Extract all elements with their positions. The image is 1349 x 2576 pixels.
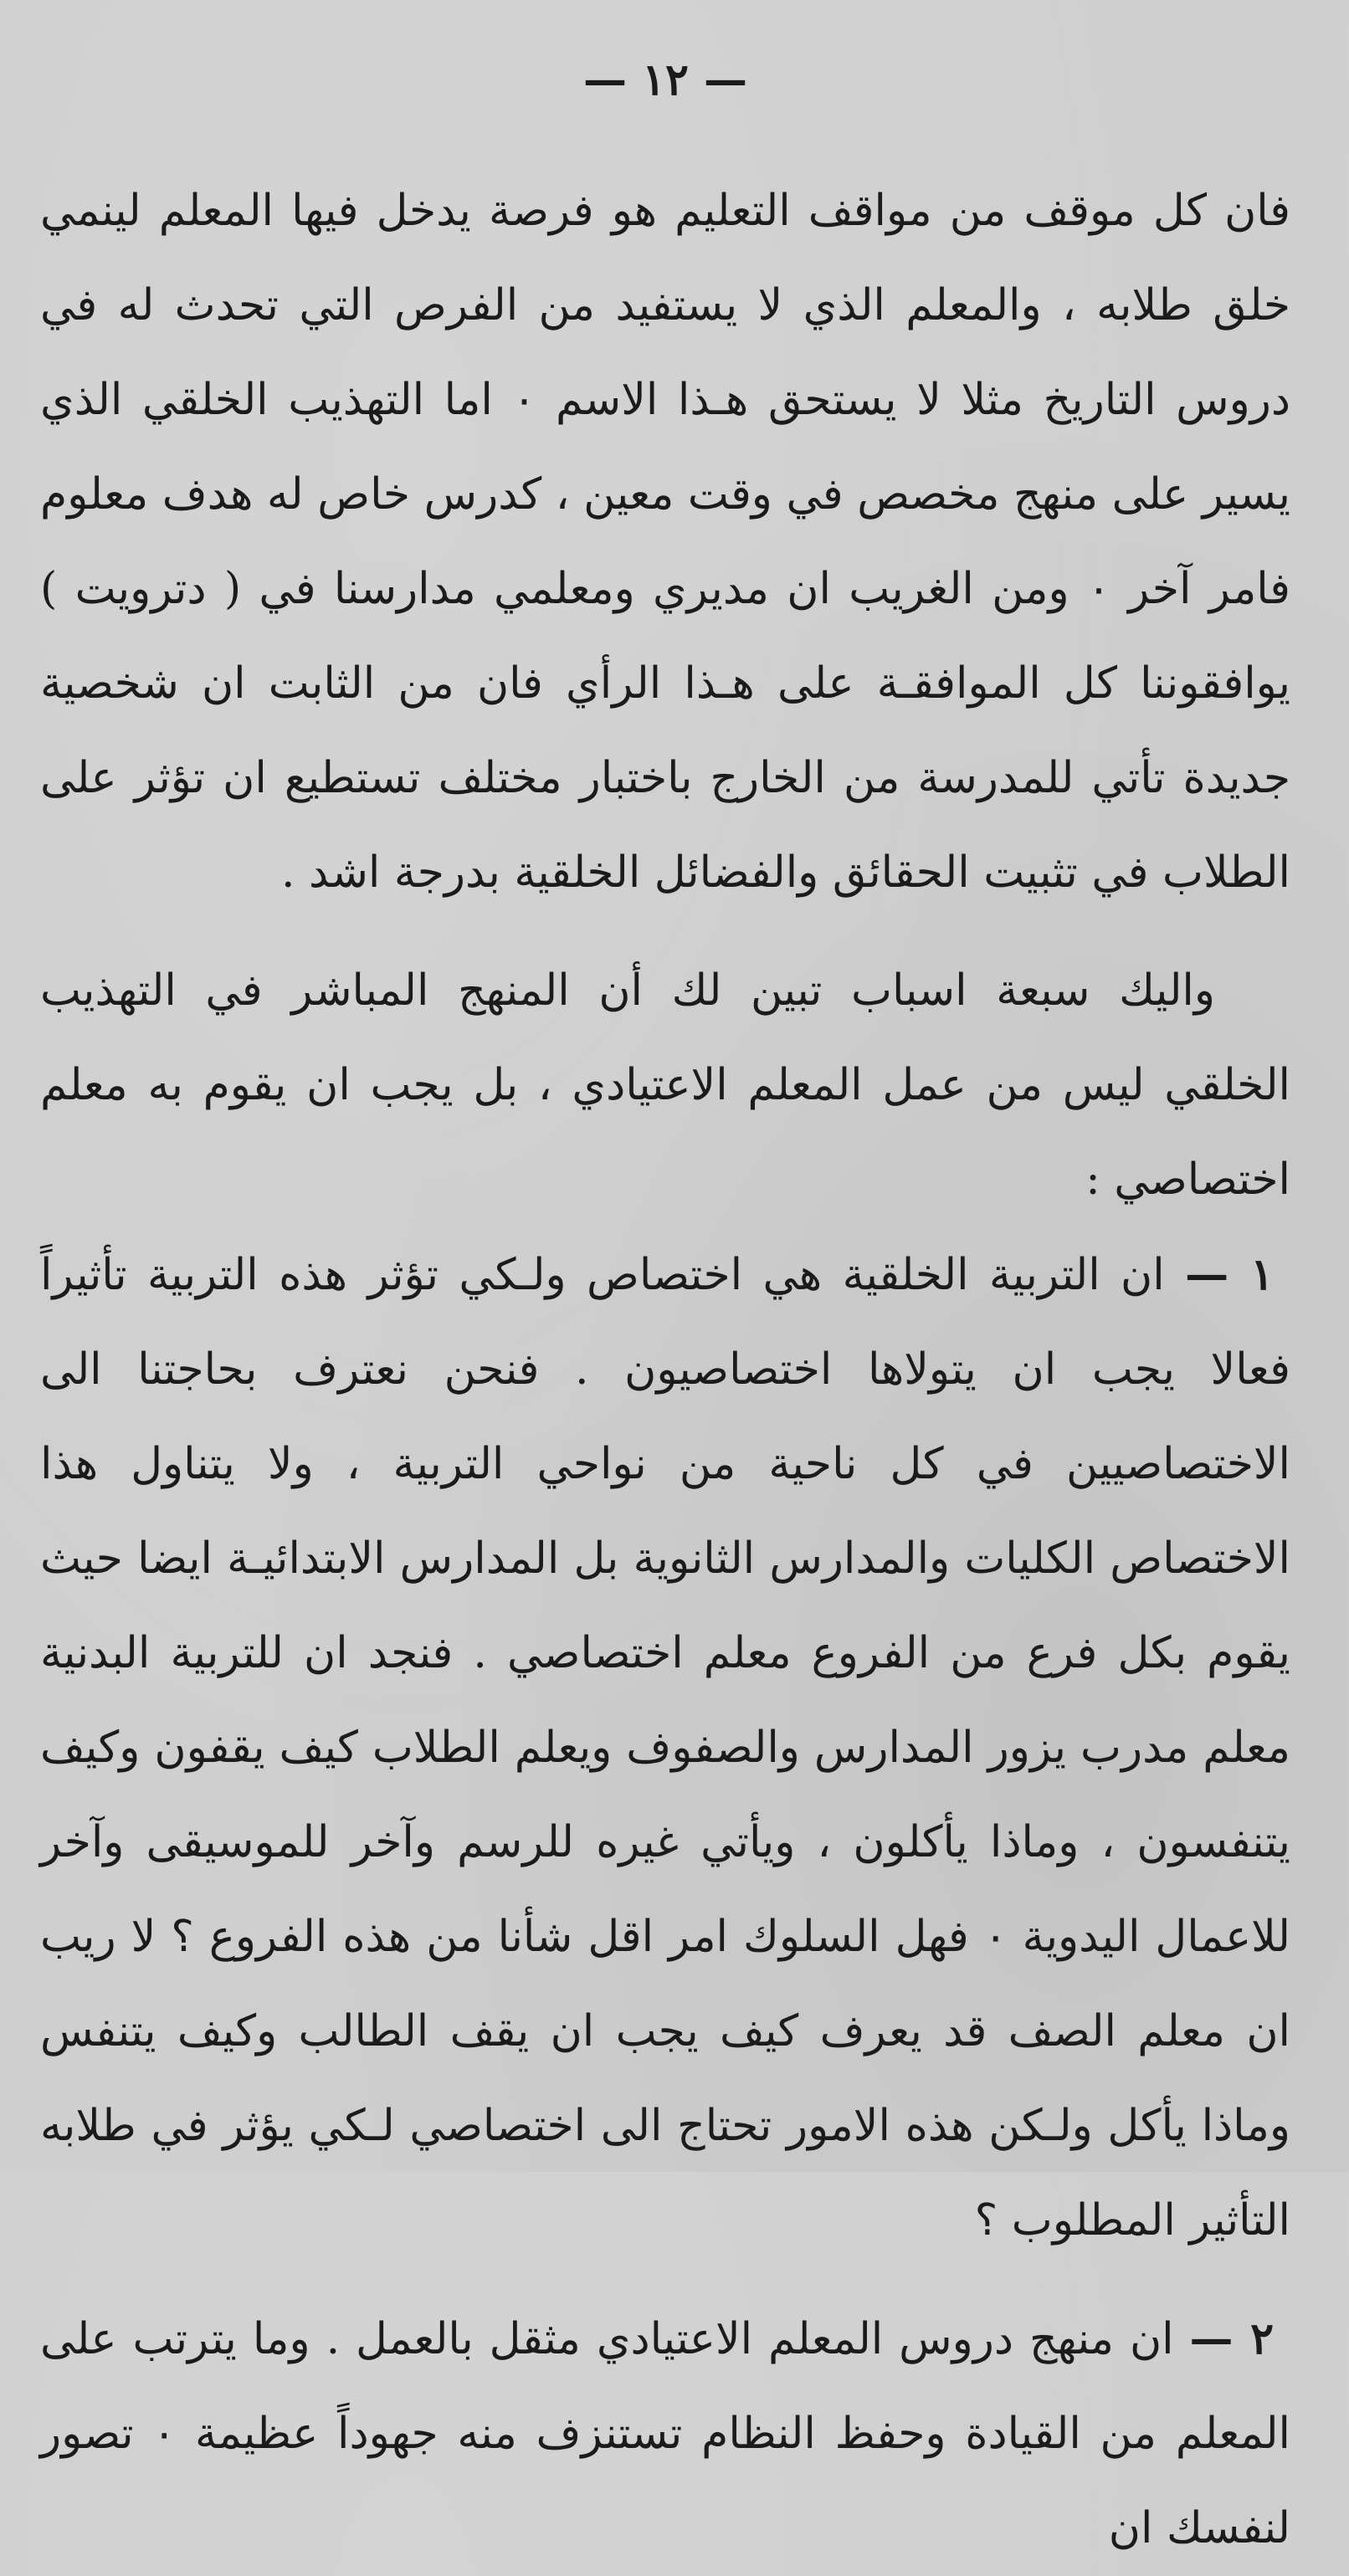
paragraph-2: واليك سبعة اسباب تبين لك أن المنهج المباشر في التهذيب الخلقي ليس من عمل المعلم الاعتيادي ، بل يجب ان يقوم به معلم اختصاصي : [40,965,1290,1205]
page-number: — ١٢ — [582,54,748,105]
paragraph-4-text: ان منهج دروس المعلم الاعتيادي مثقل بالعمل . وما يترتب على المعلم من القيادة وحفظ النظام تستنزف منه جهوداً عظيمة ٠ تصور لنفسك ان [40,2314,1290,2553]
text-body [40,164,1290,2576]
paragraph-3-text: ان التربية الخلقية هي اختصاص ولـكي تؤثر هذه التربية تأثيراً فعالا يجب ان يتولاها اختصاصيون . فنحن نعترف بحاجتنا الى الاختصاصيين في كل ناحية من نواحي التربية ، ولا يتناول هذا الاختصاص الكليات والمدارس الثانوية بل المدارس الابتدائيـة ايضا حيث يقوم بكل فرع من الفروع معلم اختصاصي . فنجد ان للتربية البدنية معلم مدرب يزور المدارس والصفوف ويعلم الطلاب كيف يقفون وكيف يتنفسون ، وماذا يأكلون ، ويأتي غيره للرسم وآخر للموسيقى وآخر للاعمال اليدوية ٠ فهل السلوك امر اقل شأنا من هذه الفروع ؟ لا ريب ان معلم الصف قد يعرف كيف يجب ان يقف الطالب وكيف يتنفس وماذا يأكل ولـكن هذه الامور تحتاج الى اختصاصي لـكي يؤثر في طلابه التأثير المطلوب ؟ [40,1250,1291,2246]
item-number-marker: ٢ — [1189,2313,1274,2364]
paragraph-1: فان كل موقف من مواقف التعليم هو فرصة يدخل فيها المعلم لينمي خلق طلابه ، والمعلم الذي لا يستفيد من الفرص التي تحدث له في دروس التاريخ مثلا لا يستحق هـذا الاسم ٠ اما التهذيب الخلقي الذي يسير على منهج مخصص في وقت معين ، كدرس خاص له هدف معلوم فامر آخر ٠ ومن الغريب ان مديري ومعلمي مدارسنا في ( دترويت ) يوافقوننا كل الموافقـة على هـذا الرأي فان من الثابت ان شخصية جديدة تأتي للمدرسة من الخارج باختبار مختلف تستطيع ان تؤثر على الطلاب في تثبيت الحقائق والفضائل الخلقية بدرجة اشد . [40,186,1291,898]
item-number-marker: ١ — [1185,1249,1274,1300]
paragraph-4 [40,2292,1290,2576]
paragraph-3 [40,1227,1290,2268]
